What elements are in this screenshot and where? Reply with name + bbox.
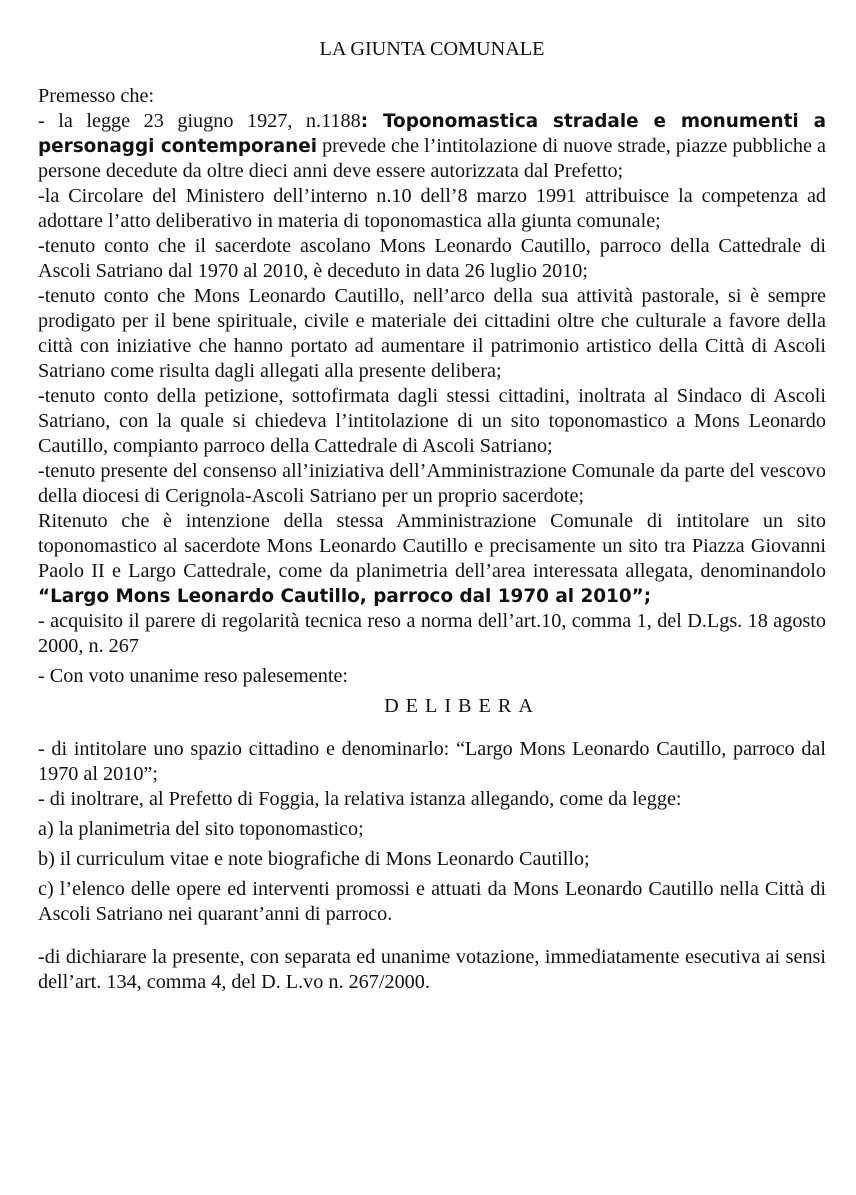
delibera-heading: DELIBERA xyxy=(384,695,540,717)
paragraph-voto: - Con voto unanime reso palesemente: xyxy=(38,665,349,687)
ritenuto-text: Ritenuto che è intenzione della stessa Amministrazione Comunale di intitolare un sito toponomastico al sacerdote Mons Leonardo Cautillo e precisamente un sito tra Piazza Giovanni Paolo II e Largo Cattedrale, come da planimetria dell’area interessata allegata, denominandolo xyxy=(38,510,826,582)
paragraph-parere-tecnico: - acquisito il parere di regolarità tecnica reso a norma dell’art.10, comma 1, del D.Lgs. 18 agosto 2000, n. 267 xyxy=(38,610,826,657)
paragraph-ritenuto xyxy=(38,509,826,609)
allegato-curriculum: b) il curriculum vitae e note biografiche di Mons Leonardo Cautillo; xyxy=(38,848,590,870)
legge-1927-text: prevede che l’intitolazione di nuove strade, piazze pubbliche a persone decedute da oltre dieci anni deve essere autorizzata dal Prefetto; xyxy=(38,135,826,182)
legge-1927-title: Toponomastica stradale e monumenti a personaggi contemporanei xyxy=(38,111,826,157)
paragraph-consenso-vescovo: -tenuto presente del consenso all’iniziativa dell’Amministrazione Comunale da parte del vescovo della diocesi di Cerignola-Ascoli Satriano per un proprio sacerdote; xyxy=(38,460,826,507)
legge-1927-ref: - la legge 23 giugno 1927, n.1188 xyxy=(38,110,361,132)
paragraph-legge-1927 xyxy=(38,109,826,184)
paragraph-petizione: -tenuto conto della petizione, sottofirmata dagli stessi cittadini, inoltrata al Sindaco di Ascoli Satriano, con la quale si chiedeva l’intitolazione di un sito toponomastico a Mons Leonardo Cautillo, compianto parroco della Cattedrale di Ascoli Satriano; xyxy=(38,385,826,457)
delibera-item-inoltrare: - di inoltrare, al Prefetto di Foggia, la relativa istanza allegando, come da legge: xyxy=(38,788,682,810)
delibera-item-intitolare: - di intitolare uno spazio cittadino e denominarlo: “Largo Mons Leonardo Cautillo, parroco dal 1970 al 2010”; xyxy=(38,738,826,785)
premesso-heading: Premesso che: xyxy=(38,85,155,107)
delibera-item-esecutiva: -di dichiarare la presente, con separata ed unanime votazione, immediatamente esecutiva ai sensi dell’art. 134, comma 4, del D. L.vo n. 267/2000. xyxy=(38,946,826,993)
paragraph-attivita-pastorale: -tenuto conto che Mons Leonardo Cautillo, nell’arco della sua attività pastorale, si è sempre prodigato per il bene spirituale, civile e materiale dei cittadini oltre che culturale a favore della città con iniziative che hanno portato ad aumentare il patrimonio artistico della Città di Ascoli Satriano come risulta dagli allegati alla presente delibera; xyxy=(38,285,826,382)
paragraph-circolare: -la Circolare del Ministero dell’interno n.10 dell’8 marzo 1991 attribuisce la competenza ad adottare l’atto deliberativo in materia di toponomastica alla giunta comunale; xyxy=(38,185,826,232)
document-title: LA GIUNTA COMUNALE xyxy=(319,38,545,60)
largo-name: “Largo Mons Leonardo Cautillo, parroco dal 1970 al 2010”; xyxy=(38,586,652,607)
allegato-elenco-opere: c) l’elenco delle opere ed interventi promossi e attuati da Mons Leonardo Cautillo nella Città di Ascoli Satriano nei quarant’anni di parroco. xyxy=(38,878,826,925)
paragraph-decesso: -tenuto conto che il sacerdote ascolano Mons Leonardo Cautillo, parroco della Cattedrale di Ascoli Satriano dal 1970 al 2010, è deceduto in data 26 luglio 2010; xyxy=(38,235,826,282)
legge-1927-colon: : xyxy=(360,111,383,132)
allegato-planimetria: a) la planimetria del sito toponomastico; xyxy=(38,818,364,840)
